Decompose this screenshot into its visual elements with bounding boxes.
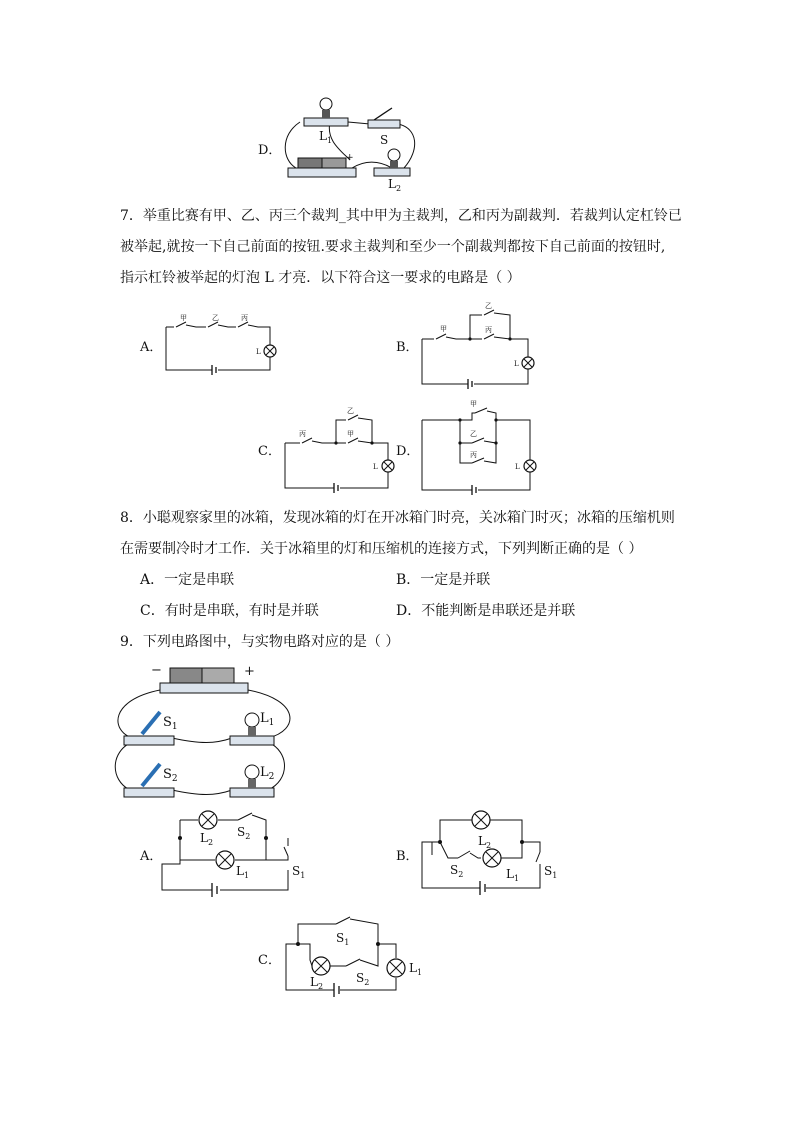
q6-option-d-label: D． [258, 143, 282, 158]
q8-stem-line-1: 8．小聪观察家里的冰箱，发现冰箱的灯在开冰箱门时亮，关冰箱门时灭；冰箱的压缩机则 [120, 510, 675, 526]
q7-stem-line-3: 指示杠铃被举起的灯泡 L 才亮．以下符合这一要求的电路是（ ） [120, 270, 521, 286]
q6-l2-label: $L_2$ [388, 177, 402, 193]
svg-text:甲: 甲 [180, 314, 187, 322]
q9-opt-a-label: A． [140, 849, 163, 864]
svg-text:L2: $L_2$ [478, 834, 492, 850]
q8-option-b: B．一定是并联 [396, 572, 491, 588]
svg-text:L2: $L_2$ [200, 831, 214, 847]
svg-text:S1: $S_1$ [544, 864, 558, 880]
svg-text:乙: 乙 [347, 407, 354, 415]
svg-text:丙: 丙 [470, 451, 477, 459]
q9-circuit-a [162, 811, 305, 897]
svg-text:丙: 丙 [485, 326, 492, 334]
svg-text:S2: $S_2$ [450, 863, 464, 879]
q9-l1-label: $L_1$ [260, 711, 275, 728]
q9-s1-label: $S_1$ [163, 715, 178, 732]
q7-opt-d-label: D． [396, 444, 420, 459]
q9-l2-label: $L_2$ [260, 765, 275, 782]
svg-text:乙: 乙 [485, 302, 492, 310]
svg-text:S1: $S_1$ [336, 931, 350, 947]
q9-opt-b-label: B． [396, 849, 419, 864]
svg-text:S1: $S_1$ [292, 864, 306, 880]
q6-s-label: S [380, 133, 389, 147]
q7-stem-line-1: 7．举重比赛有甲、乙、丙三个裁判_其中甲为主裁判，乙和丙为副裁判．若裁判认定杠铃已 [120, 208, 682, 224]
svg-text:甲: 甲 [470, 400, 477, 408]
q9-circuit-b [422, 811, 557, 895]
svg-text:甲: 甲 [440, 325, 447, 333]
svg-text:丙: 丙 [241, 314, 248, 322]
svg-text:乙: 乙 [470, 430, 477, 438]
q8-option-a: A．一定是串联 [140, 572, 235, 588]
svg-text:L: L [514, 360, 519, 368]
q7-opt-b-label: B． [396, 340, 419, 355]
q8-option-c: C．有时是串联，有时是并联 [140, 603, 319, 619]
q7-opt-a-label: A． [140, 340, 163, 355]
svg-text:+: + [244, 664, 255, 679]
svg-text:L1: $L_1$ [506, 867, 520, 883]
q7-stem-line-2: 被举起,就按一下自己前面的按钮.要求主裁判和至少一个副裁判都按下自己前面的按钮时, [120, 239, 666, 255]
svg-text:L1: $L_1$ [409, 961, 423, 977]
svg-text:丙: 丙 [299, 430, 306, 438]
q6-plus-label: + [346, 153, 354, 163]
q6-l1-label: $L_1$ [319, 129, 333, 145]
q8-option-d: D．不能判断是串联还是并联 [396, 603, 576, 619]
svg-text:S2: $S_2$ [356, 971, 370, 987]
svg-text:L: L [256, 348, 261, 356]
svg-text:L2: $L_2$ [310, 975, 324, 991]
svg-text:L: L [515, 463, 520, 471]
svg-text:−: − [151, 663, 162, 678]
q9-circuit-c [286, 917, 422, 997]
q9-s2-label: $S_2$ [163, 767, 178, 784]
svg-text:S2: $S_2$ [237, 825, 251, 841]
svg-text:甲: 甲 [347, 430, 354, 438]
svg-text:L: L [373, 463, 378, 471]
q9-opt-c-label: C． [258, 953, 281, 968]
q8-stem-line-2: 在需要制冷时才工作．关于冰箱里的灯和压缩机的连接方式，下列判断正确的是（ ） [120, 541, 643, 557]
svg-text:乙: 乙 [212, 314, 219, 322]
q9-stem: 9．下列电路图中，与实物电路对应的是（ ） [120, 634, 400, 650]
q7-opt-c-label: C． [258, 444, 281, 459]
svg-text:L1: $L_1$ [236, 864, 250, 880]
